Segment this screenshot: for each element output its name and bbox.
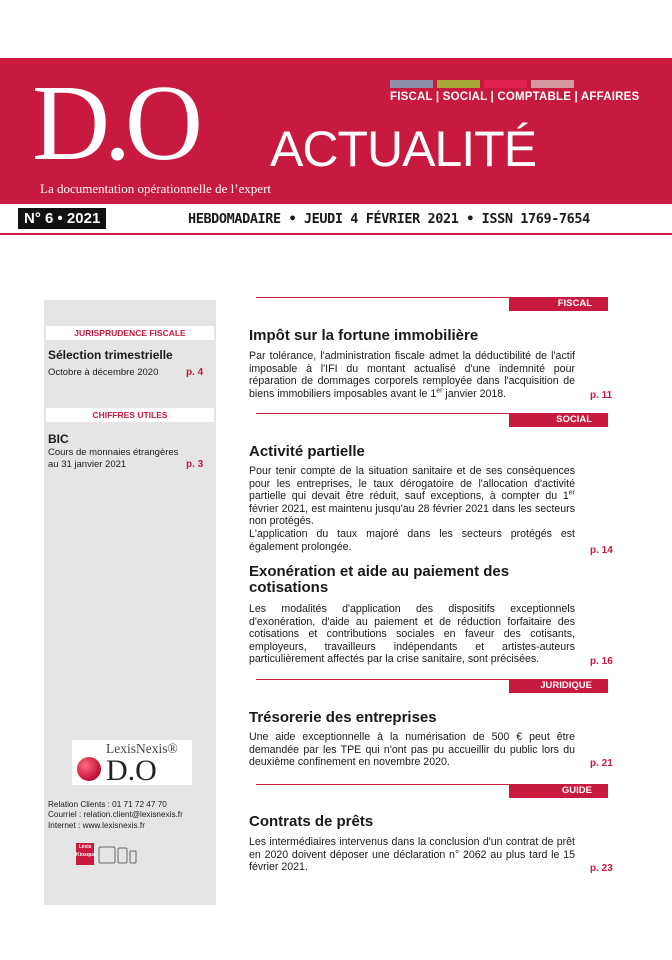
article-body-tresorerie: Une aide exceptionnelle à la numérisation de 500 € peut être demandée par les TPE qui n'ont pas pu accueillir du public lors du deuxième confinement en novembre 2020. (249, 731, 575, 769)
article-body-activite (249, 465, 575, 553)
sidebar-title-bic: BIC (48, 432, 69, 446)
issue-meta-text: HEBDOMADAIRE • JEUDI 4 FÉVRIER 2021 • ISSN 1769-7654 (188, 211, 590, 227)
article-title-ifi: Impôt sur la fortune immobilière (249, 327, 479, 344)
sections-menu: FISCAL | SOCIAL | COMPTABLE | AFFAIRES (390, 91, 640, 103)
article-page-link[interactable]: p. 14 (590, 545, 613, 556)
devices-icon (98, 845, 138, 865)
sidebar-text-period: Octobre à décembre 2020 (48, 367, 159, 378)
sidebar-heading-jurisprudence: JURISPRUDENCE FISCALE (46, 326, 214, 340)
sidebar-page-link[interactable]: p. 3 (186, 459, 204, 470)
contact-block (48, 800, 183, 831)
section-label-guide: GUIDE (561, 785, 592, 796)
logo-do: D.O (32, 64, 197, 183)
section-tab-guide (509, 784, 608, 798)
section-tab-juridique (509, 679, 608, 693)
section-label-juridique: JURIDIQUE (540, 680, 592, 691)
sidebar-page-link[interactable]: p. 4 (186, 367, 204, 378)
do-wordmark: D.O (106, 754, 157, 787)
article-body-prets: Les intermédiaires intervenus dans la conclusion d'un contrat de prêt en 2020 doivent déposer une déclaration n° 2062 au plus tard le 15 février 2021. (249, 836, 575, 874)
section-tab-fiscal (509, 297, 608, 311)
contact-website[interactable]: Internet : www.lexisnexis.fr (48, 820, 145, 830)
section-label-social: SOCIAL (556, 414, 592, 425)
article-page-link[interactable]: p. 11 (590, 390, 613, 401)
color-bar-comptable (484, 80, 527, 88)
tagline: La documentation opérationnelle de l’expert (40, 181, 272, 196)
article-page-link[interactable]: p. 21 (590, 758, 613, 769)
contact-email[interactable]: Courriel : relation.client@lexisnexis.fr (48, 810, 183, 820)
header-rule (0, 233, 672, 235)
color-bar-social (437, 80, 480, 88)
lexisnexis-globe-icon (77, 757, 101, 781)
color-bar-fiscal (390, 80, 433, 88)
issue-meta (188, 211, 590, 227)
article-title-activite: Activité partielle (249, 443, 365, 460)
lexis-kiosque-icon: Lexis Kiosque (76, 843, 94, 865)
article-body-activite-a: Pour tenir compte de la situation sanitaire et de ses conséquences pour les entreprises, le taux dérogatoire de l'allocation d'activité partielle qui devait être réduit, sauf exceptions, à compter du 1 (249, 465, 575, 503)
article-title-tresorerie: Trésorerie des entreprises (249, 709, 437, 726)
article-title-prets: Contrats de prêts (249, 813, 374, 830)
article-title-exoneration-1: Exonération et aide au paiement des (249, 563, 510, 580)
issue-number: N° 6 • 2021 (18, 208, 106, 229)
logo-actualite: ACTUALITÉ (270, 121, 537, 177)
sidebar-title-selection: Sélection trimestrielle (48, 348, 173, 362)
sidebar-text-cours-1: Cours de monnaies étrangères (48, 447, 179, 458)
section-tab-social (509, 413, 608, 427)
sidebar-text-cours-2: au 31 janvier 2021 (48, 459, 127, 470)
lexisnexis-wordmark: LexisNexis® (106, 741, 178, 756)
color-bar-affaires (531, 80, 574, 88)
article-body-activite-c: L'application du taux majoré dans les secteurs protégés est également prolongée. (249, 527, 575, 553)
article-page-link[interactable]: p. 23 (590, 863, 613, 874)
contact-phone: Relation Clients : 01 71 72 47 70 (48, 800, 167, 809)
article-body-ifi (249, 350, 575, 400)
section-color-bars (390, 80, 574, 88)
article-body-ifi-text: Par tolérance, l'administration fiscale admet la déductibilité de l'actif imposable à l'IFI du montant actualisé d'une indemnité pour réparation de dommages corporels remployée dans l'acquisition de biens immobiliers imposables avant le 1 (249, 350, 575, 400)
article-body-exoneration: Les modalités d'application des dispositifs exceptionnels d'exonération, d'aide au paiement et de réduction forfaitaire des cotisations et contributions sociales en faveur des cotisants, employeurs, travailleurs indépendants et artistes-auteurs particulièrement affectés par la crise sanitaire, sont précisées. (249, 603, 575, 666)
section-label-fiscal: FISCAL (557, 298, 592, 309)
article-sup: er (436, 387, 443, 395)
article-title-exoneration (249, 564, 579, 596)
sidebar-heading-chiffres: CHIFFRES UTILES (46, 408, 214, 422)
article-body-activite-b: février 2021, est maintenu jusqu'au 28 février 2021 dans les secteurs non protégés. (249, 502, 575, 528)
article-page-link[interactable]: p. 16 (590, 656, 613, 667)
article-body-ifi-end: janvier 2018. (442, 387, 507, 400)
article-sup: er (568, 489, 575, 497)
article-title-exoneration-2: cotisations (249, 579, 329, 596)
